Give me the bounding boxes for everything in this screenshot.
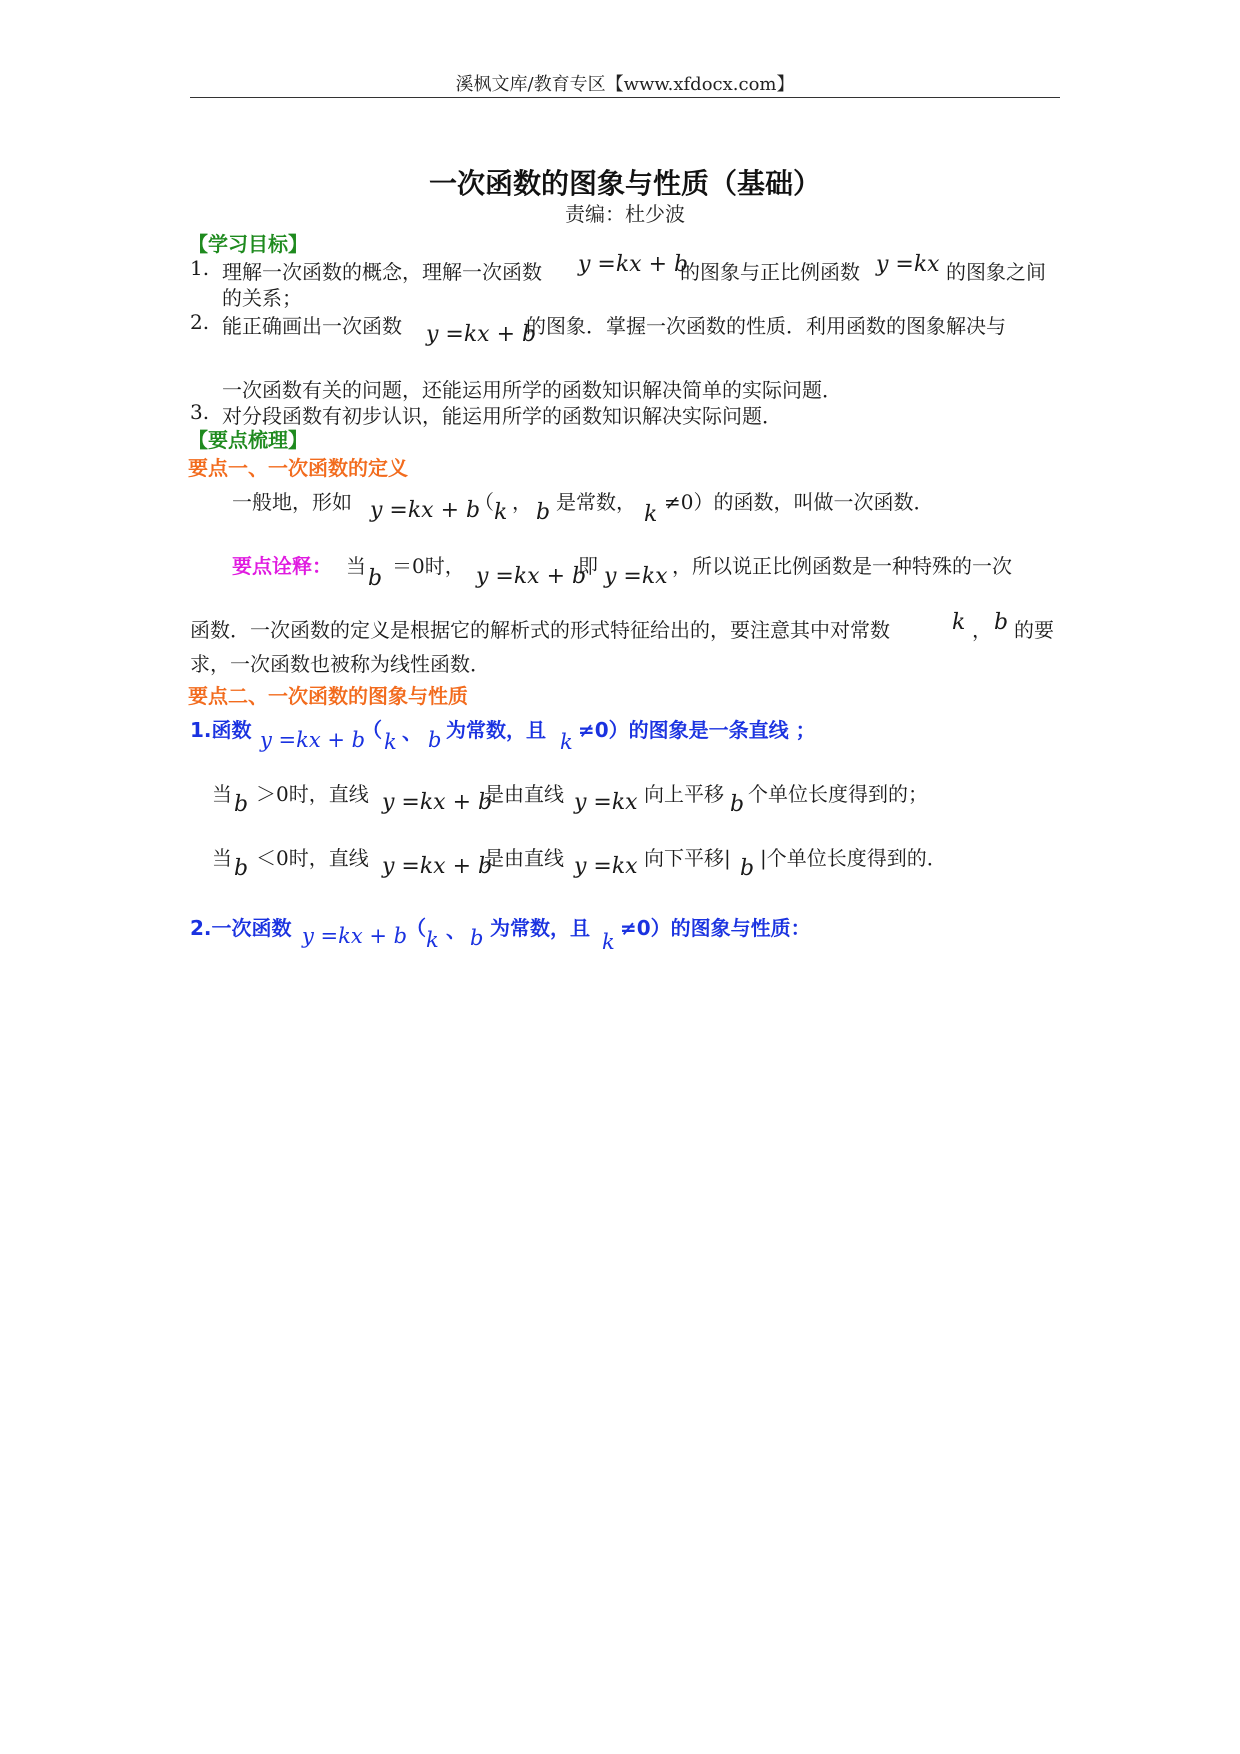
- objective-2-text-a: 能正确画出一次函数: [222, 314, 402, 338]
- definition-text-b: 是常数，: [556, 490, 636, 514]
- shift-down-formula-proportional: y =kx: [574, 854, 638, 879]
- note-label: 要点诠释：: [232, 554, 332, 578]
- sub-1-text-b: 为常数，且: [446, 718, 546, 742]
- shift-down-text-b: ＜0时，直线: [256, 846, 369, 870]
- point-1-heading: 要点一、一次函数的定义: [188, 456, 408, 480]
- header-divider: [190, 97, 1060, 98]
- note-var-b: b: [368, 566, 383, 591]
- objective-1-text-a: 理解一次函数的概念，理解一次函数: [222, 260, 542, 284]
- shift-up-formula-linear: y =kx + b: [382, 790, 493, 815]
- sub-2-paren-open: （: [406, 916, 426, 940]
- shift-up-text-e: 个单位长度得到的；: [748, 782, 928, 806]
- definition-paren-open: （: [474, 490, 494, 514]
- sub-2-var-k: k: [426, 928, 439, 952]
- definition-comma: ，: [512, 490, 532, 514]
- sub-2-text-c: ≠0）的图象与性质：: [620, 916, 811, 940]
- point-2-heading: 要点二、一次函数的图象与性质: [188, 684, 468, 708]
- summary-heading: 【要点梳理】: [188, 428, 308, 452]
- objectives-heading: 【学习目标】: [188, 232, 308, 256]
- shift-down-formula-linear: y =kx + b: [382, 854, 493, 879]
- sub-2-var-k-2: k: [602, 930, 615, 954]
- shift-down-var-b: b: [234, 856, 249, 881]
- shift-down-text-c: 是由直线: [484, 846, 564, 870]
- sub-2-separator: 、: [446, 918, 466, 942]
- document-author: 责编：杜少波: [565, 202, 685, 226]
- shift-up-text-d: 向上平移: [644, 782, 724, 806]
- note-formula-proportional: y =kx: [604, 564, 668, 589]
- objective-3-number: 3.: [190, 400, 210, 424]
- definition-text-a: 一般地，形如: [232, 490, 352, 514]
- objective-2-number: 2.: [190, 310, 210, 334]
- objective-1-formula-proportional: y =kx: [876, 252, 940, 277]
- sub-2-formula: y =kx + b: [302, 924, 408, 948]
- shift-down-text-a: 当: [212, 846, 232, 870]
- document-title: 一次函数的图象与性质（基础）: [428, 167, 821, 200]
- note-var-k: k: [952, 610, 966, 635]
- sub-1-var-k: k: [384, 730, 397, 754]
- definition-var-b: b: [536, 500, 551, 525]
- note-text-d: ，所以说正比例函数是一种特殊的一次: [672, 554, 1012, 578]
- note-text-b: ＝0时，: [392, 554, 465, 578]
- sub-2-var-b: b: [470, 926, 484, 950]
- objective-1-number: 1.: [190, 256, 210, 280]
- sub-1-var-k-2: k: [560, 730, 573, 754]
- note-text-c: 即: [578, 554, 598, 578]
- note-text-g: 求，一次函数也被称为线性函数．: [190, 652, 490, 676]
- definition-var-k-2: k: [644, 502, 658, 527]
- definition-text-c: ≠0）的函数，叫做一次函数．: [664, 490, 934, 514]
- shift-up-var-b: b: [234, 792, 249, 817]
- objective-1-text-c: 的图象之间: [946, 260, 1046, 284]
- sub-1-text-a: 1.函数: [190, 718, 252, 742]
- shift-up-text-b: ＞0时，直线: [256, 782, 369, 806]
- sub-1-text-c: ≠0）的图象是一条直线 ；: [578, 718, 816, 742]
- page-header: 溪枫文库/教育专区【www.xfdocx.com】: [455, 74, 795, 95]
- objective-2-formula: y =kx + b: [426, 322, 537, 347]
- note-text-a: 当: [346, 554, 366, 578]
- shift-up-text-a: 当: [212, 782, 232, 806]
- sub-2-text-b: 为常数，且: [490, 916, 590, 940]
- sub-2-text-a: 2.一次函数: [190, 916, 292, 940]
- note-text-f: 的要: [1014, 618, 1054, 642]
- note-comma: ，: [972, 618, 992, 642]
- note-var-b-2: b: [994, 610, 1009, 635]
- objective-1-formula-linear: y =kx + b: [578, 252, 689, 277]
- objective-1-text-d: 的关系；: [222, 286, 302, 310]
- objective-1-text-b: 的图象与正比例函数: [680, 260, 860, 284]
- shift-down-text-d: 向下平移|: [644, 846, 731, 870]
- sub-1-paren-open: （: [362, 718, 382, 742]
- shift-down-var-b-2: b: [740, 856, 755, 881]
- objective-3-text: 对分段函数有初步认识，能运用所学的函数知识解决实际问题．: [222, 404, 782, 428]
- objective-2-text-b: 的图象．掌握一次函数的性质．利用函数的图象解决与: [526, 314, 1006, 338]
- note-text-e: 函数．一次函数的定义是根据它的解析式的形式特征给出的，要注意其中对常数: [190, 618, 890, 642]
- definition-var-k: k: [494, 500, 508, 525]
- shift-up-text-c: 是由直线: [484, 782, 564, 806]
- definition-formula: y =kx + b: [370, 498, 481, 523]
- shift-down-text-e: |个单位长度得到的．: [760, 846, 947, 870]
- sub-1-separator: 、: [402, 720, 422, 744]
- shift-up-formula-proportional: y =kx: [574, 790, 638, 815]
- shift-up-var-b-2: b: [730, 792, 745, 817]
- sub-1-var-b: b: [428, 728, 442, 752]
- sub-1-formula: y =kx + b: [260, 728, 366, 752]
- objective-2-text-c: 一次函数有关的问题，还能运用所学的函数知识解决简单的实际问题．: [222, 378, 842, 402]
- note-formula-linear: y =kx + b: [476, 564, 587, 589]
